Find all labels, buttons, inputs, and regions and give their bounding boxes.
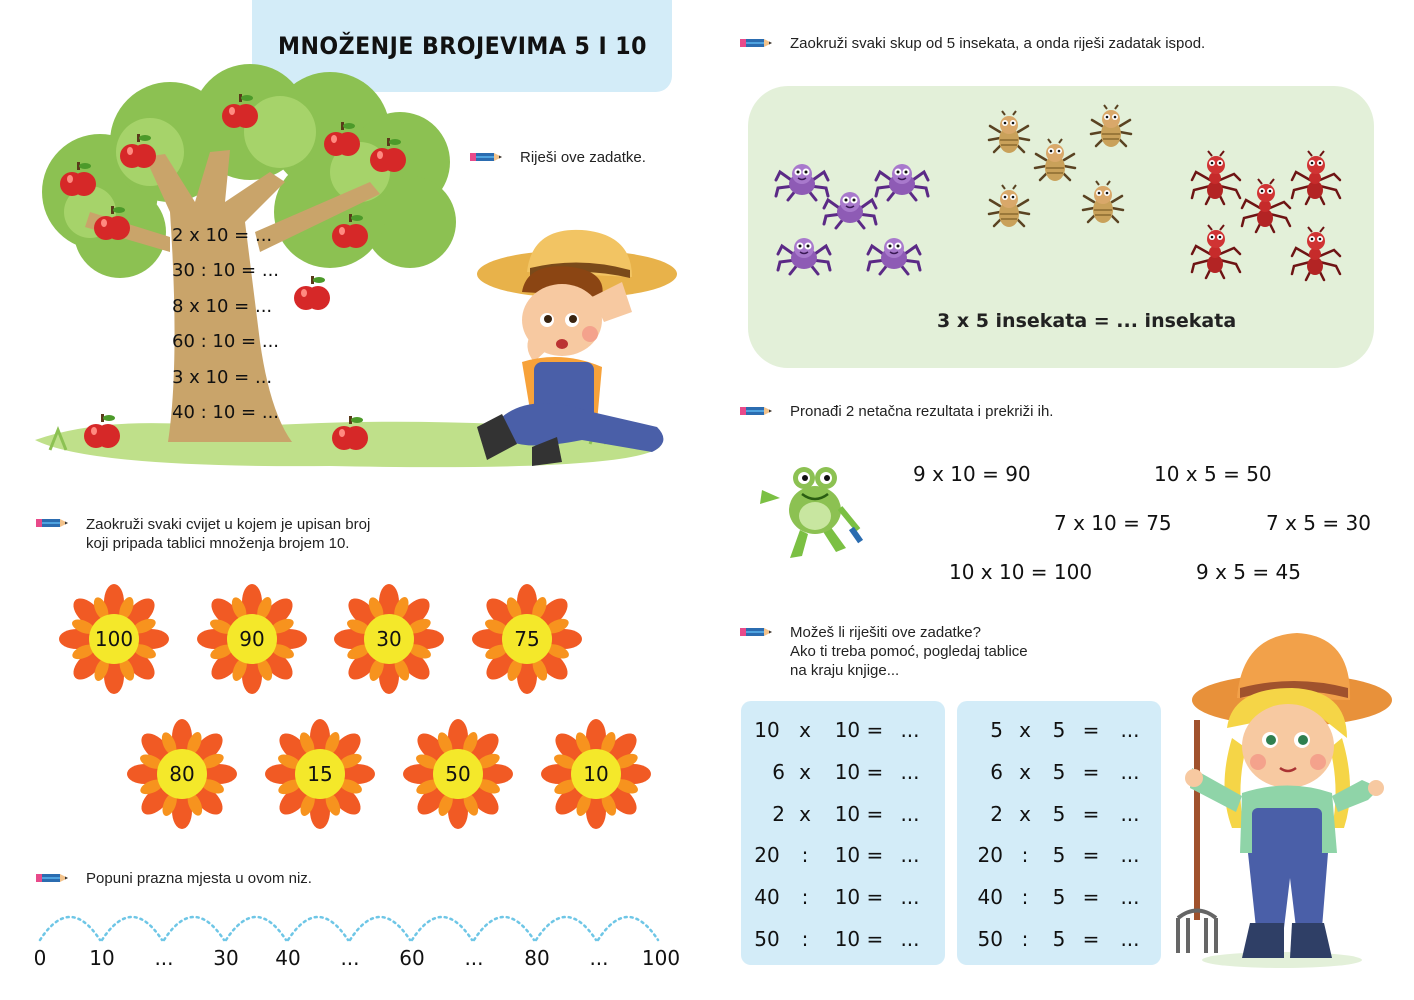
- sequence-item: 60: [399, 946, 425, 970]
- flower-number: 10: [583, 762, 609, 786]
- instruction-line: koji pripada tablici množenja brojem 10.: [86, 535, 350, 552]
- operand: 5: [1052, 760, 1066, 784]
- operand: 50: [754, 927, 780, 951]
- answer-blank[interactable]: ...: [900, 927, 920, 951]
- answer-blank[interactable]: ...: [900, 885, 920, 909]
- sequence-item: 30: [213, 946, 239, 970]
- flower[interactable]: [265, 719, 375, 829]
- flower[interactable]: [334, 584, 444, 694]
- flower-number: 100: [94, 627, 134, 651]
- sequence-item: 80: [524, 946, 550, 970]
- sequence-arcs: [30, 898, 680, 948]
- sequence-blank[interactable]: ...: [464, 946, 484, 970]
- answer-blank[interactable]: ...: [900, 843, 920, 867]
- instruction-fill-sequence: Popuni prazna mjesta u ovom niz.: [86, 870, 312, 887]
- spider-icon: [776, 164, 828, 200]
- operand: 10 =: [834, 718, 884, 742]
- sequence-item: 40: [275, 946, 301, 970]
- sequence-item: 0: [33, 946, 47, 970]
- tree-expression: 40 : 10 = ...: [172, 402, 280, 423]
- equals: =: [1082, 760, 1100, 784]
- operand: 5: [990, 718, 1003, 742]
- flower-number: 75: [514, 627, 540, 651]
- operator: x: [1019, 760, 1031, 784]
- wrong-result-equation[interactable]: 7 x 5 = 30: [1266, 511, 1371, 535]
- flower[interactable]: [403, 719, 513, 829]
- pencil-icon: [36, 873, 68, 883]
- operand: 40: [754, 885, 780, 909]
- operand: 50: [977, 927, 1003, 951]
- boy-farmer-illustration: [472, 222, 682, 467]
- wrong-result-equation[interactable]: 7 x 10 = 75: [1054, 511, 1172, 535]
- wrong-result-equation[interactable]: 10 x 5 = 50: [1154, 462, 1272, 486]
- operator: x: [1019, 802, 1031, 826]
- equals: =: [1082, 843, 1100, 867]
- flower-number: 50: [445, 762, 471, 786]
- operand: 10 =: [834, 927, 884, 951]
- tree-expression: 8 x 10 = ...: [172, 296, 273, 317]
- wrong-result-equation[interactable]: 9 x 5 = 45: [1196, 560, 1301, 584]
- operand: 2: [990, 802, 1003, 826]
- sequence-blank[interactable]: ...: [154, 946, 174, 970]
- flower[interactable]: [472, 584, 582, 694]
- flower[interactable]: [541, 719, 651, 829]
- operand: 5: [1052, 927, 1066, 951]
- operator: :: [1021, 885, 1029, 909]
- operand: 6: [772, 760, 785, 784]
- answer-blank[interactable]: ...: [900, 802, 920, 826]
- operand: 20: [754, 843, 780, 867]
- operand: 5: [1052, 802, 1066, 826]
- equals: =: [1082, 927, 1100, 951]
- operator: :: [801, 885, 809, 909]
- sequence-item: 100: [641, 946, 681, 970]
- instruction-can-you-solve: [790, 623, 1028, 680]
- frog-illustration: [760, 460, 870, 560]
- operand: 10: [754, 718, 780, 742]
- operand: 5: [1052, 885, 1066, 909]
- operator: x: [799, 718, 811, 742]
- pencil-icon: [740, 38, 772, 48]
- beetle-icon: [989, 111, 1029, 153]
- insect-equation: 3 x 5 insekata = ... insekata: [937, 310, 1237, 332]
- instruction-line: Možeš li riješiti ove zadatke?: [790, 624, 981, 641]
- operand: 6: [990, 760, 1003, 784]
- tree-expression: 2 x 10 = ...: [172, 225, 273, 246]
- insects-illustration: [748, 86, 1374, 316]
- tree-expression: 60 : 10 = ...: [172, 331, 280, 352]
- pencil-icon: [740, 627, 772, 637]
- flower-number: 15: [307, 762, 333, 786]
- flower-number: 30: [376, 627, 402, 651]
- instruction-line: na kraju knjige...: [790, 662, 900, 679]
- flower[interactable]: [59, 584, 169, 694]
- sequence-item: 10: [89, 946, 115, 970]
- operand: 10 =: [834, 760, 884, 784]
- wrong-result-equation[interactable]: 10 x 10 = 100: [949, 560, 1093, 584]
- girl-farmer-illustration: [1172, 628, 1392, 968]
- instruction-line: Zaokruži svaki cvijet u kojem je upisan broj: [86, 516, 371, 533]
- operator: x: [799, 802, 811, 826]
- operand: 20: [977, 843, 1003, 867]
- operator: :: [801, 843, 809, 867]
- sequence-blank[interactable]: ...: [340, 946, 360, 970]
- operand: 40: [977, 885, 1003, 909]
- instruction-find-wrong: Pronađi 2 netačna rezultata i prekriži ih.: [790, 403, 1054, 420]
- equals: =: [1082, 802, 1100, 826]
- flower[interactable]: [127, 719, 237, 829]
- flower-number: 80: [169, 762, 195, 786]
- answer-blank[interactable]: ...: [900, 718, 920, 742]
- operator: :: [1021, 927, 1029, 951]
- sequence-blank[interactable]: ...: [589, 946, 609, 970]
- tree-expression: 30 : 10 = ...: [172, 260, 280, 281]
- operator: x: [799, 760, 811, 784]
- answer-blank[interactable]: ...: [1120, 927, 1140, 951]
- instruction-solve: Riješi ove zadatke.: [520, 149, 646, 166]
- operand: 10 =: [834, 885, 884, 909]
- tree-expression: 3 x 10 = ...: [172, 367, 273, 388]
- flower[interactable]: [197, 584, 307, 694]
- operator: x: [1019, 718, 1031, 742]
- equals: =: [1082, 885, 1100, 909]
- pencil-icon: [470, 152, 502, 162]
- instruction-circle-insects: Zaokruži svaki skup od 5 insekata, a onda riješi zadatak ispod.: [790, 35, 1206, 52]
- wrong-result-equation[interactable]: 9 x 10 = 90: [913, 462, 1031, 486]
- instruction-line: Ako ti treba pomoć, pogledaj tablice: [790, 643, 1028, 660]
- operand: 10 =: [834, 843, 884, 867]
- answer-blank[interactable]: ...: [1120, 885, 1140, 909]
- pencil-icon: [36, 518, 68, 528]
- answer-blank[interactable]: ...: [1120, 843, 1140, 867]
- answer-blank[interactable]: ...: [1120, 760, 1140, 784]
- operator: :: [1021, 843, 1029, 867]
- operator: :: [801, 927, 809, 951]
- operand: 10 =: [834, 802, 884, 826]
- answer-blank[interactable]: ...: [1120, 802, 1140, 826]
- instruction-circle-flowers: [86, 515, 370, 553]
- operand: 2: [772, 802, 785, 826]
- ant-icon: [1192, 151, 1240, 204]
- equals: =: [1082, 718, 1100, 742]
- pencil-icon: [740, 406, 772, 416]
- answer-blank[interactable]: ...: [900, 760, 920, 784]
- operand: 5: [1052, 843, 1066, 867]
- operand: 5: [1052, 718, 1066, 742]
- flower-number: 90: [239, 627, 265, 651]
- page-title: MNOŽENJE BROJEVIMA 5 I 10: [277, 32, 647, 60]
- answer-blank[interactable]: ...: [1120, 718, 1140, 742]
